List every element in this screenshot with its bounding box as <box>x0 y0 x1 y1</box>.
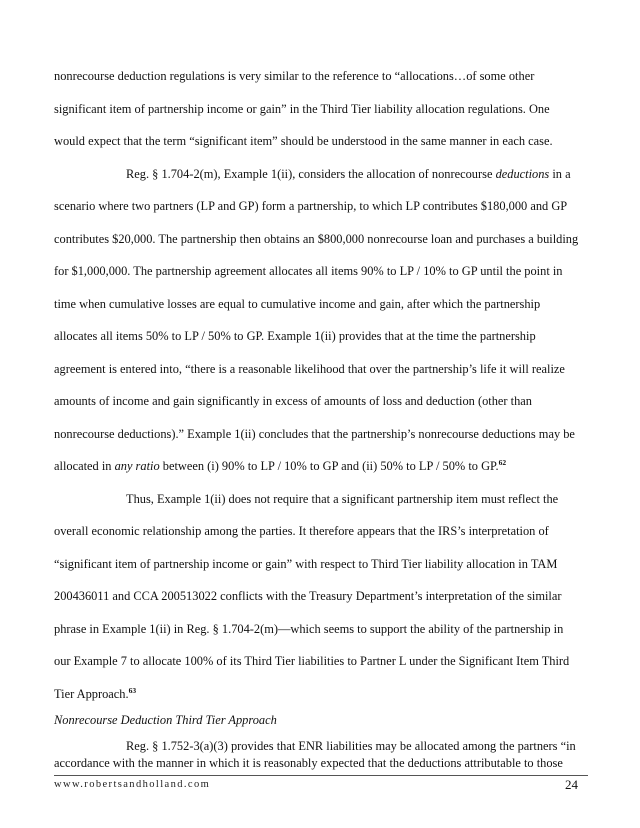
emphasis-deductions: deductions <box>495 167 550 181</box>
footnote-ref[interactable]: 63 <box>128 686 137 695</box>
body-line: 200436011 and CCA 200513022 conflicts with the Treasury Department’s interpretation of the similar <box>54 589 562 603</box>
body-line: our Example 7 to allocate 100% of its Third Tier liabilities to Partner L under the Significant Item Third <box>54 654 570 668</box>
body-line: allocated in any ratio between (i) 90% to LP / 10% to GP and (ii) 50% to LP / 50% to GP.$^{62}$ <box>54 458 507 473</box>
body-line: allocates all items 50% to LP / 50% to GP. Example 1(ii) provides that at the time the partnership <box>54 329 536 343</box>
footer-url[interactable]: www.robertsandholland.com <box>54 779 211 790</box>
body-line: agreement is entered into, “there is a reasonable likelihood that over the partnership’s life it will realize <box>54 362 565 376</box>
body-line: significant item of partnership income or gain” in the Third Tier liability allocation regulations. One <box>54 102 550 116</box>
emphasis-any-ratio: any ratio <box>114 459 160 473</box>
body-line: amounts of income and gain significantly in excess of amounts of loss and deduction (other than <box>54 394 532 408</box>
body-line: contributes $20,000. The partnership then obtains an $800,000 nonrecourse loan and purchases a building <box>54 232 579 246</box>
body-line: for $1,000,000. The partnership agreement allocates all items 90% to LP / 10% to GP until the point in <box>54 264 563 278</box>
body-line: Reg. § 1.752-3(a)(3) provides that ENR liabilities may be allocated among the partners “in <box>126 739 576 753</box>
footer-divider <box>54 775 588 776</box>
page-number: 24 <box>565 777 578 792</box>
body-line: overall economic relationship among the parties. It therefore appears that the IRS’s interpretation of <box>54 524 549 538</box>
section-heading: Nonrecourse Deduction Third Tier Approach <box>54 713 277 727</box>
footnote-ref[interactable]: 62 <box>498 458 507 467</box>
body-line: scenario where two partners (LP and GP) form a partnership, to which LP contributes $180,000 and GP <box>54 199 568 213</box>
body-line: Reg. § 1.704-2(m), Example 1(ii), considers the allocation of nonrecourse deductions in a <box>126 167 571 181</box>
body-line: Thus, Example 1(ii) does not require that a significant partnership item must reflect the <box>126 492 559 506</box>
body-line: “significant item of partnership income or gain” with respect to Third Tier liability allocation in TAM <box>54 557 558 571</box>
body-line: nonrecourse deductions).” Example 1(ii) concludes that the partnership’s nonrecourse deductions may be <box>54 427 575 441</box>
body-line: accordance with the manner in which it is reasonably expected that the deductions attributable to those <box>54 756 563 770</box>
body-line: time when cumulative losses are equal to cumulative income and gain, after which the partnership <box>54 297 541 311</box>
body-line: would expect that the term “significant item” should be understood in the same manner in each case. <box>54 134 553 148</box>
body-line: phrase in Example 1(ii) in Reg. § 1.704-2(m)—which seems to support the ability of the partnership in <box>54 622 564 636</box>
body-line: Tier Approach.$^{63}$ <box>54 686 137 701</box>
body-line: nonrecourse deduction regulations is very similar to the reference to “allocations…of some other <box>54 69 535 83</box>
